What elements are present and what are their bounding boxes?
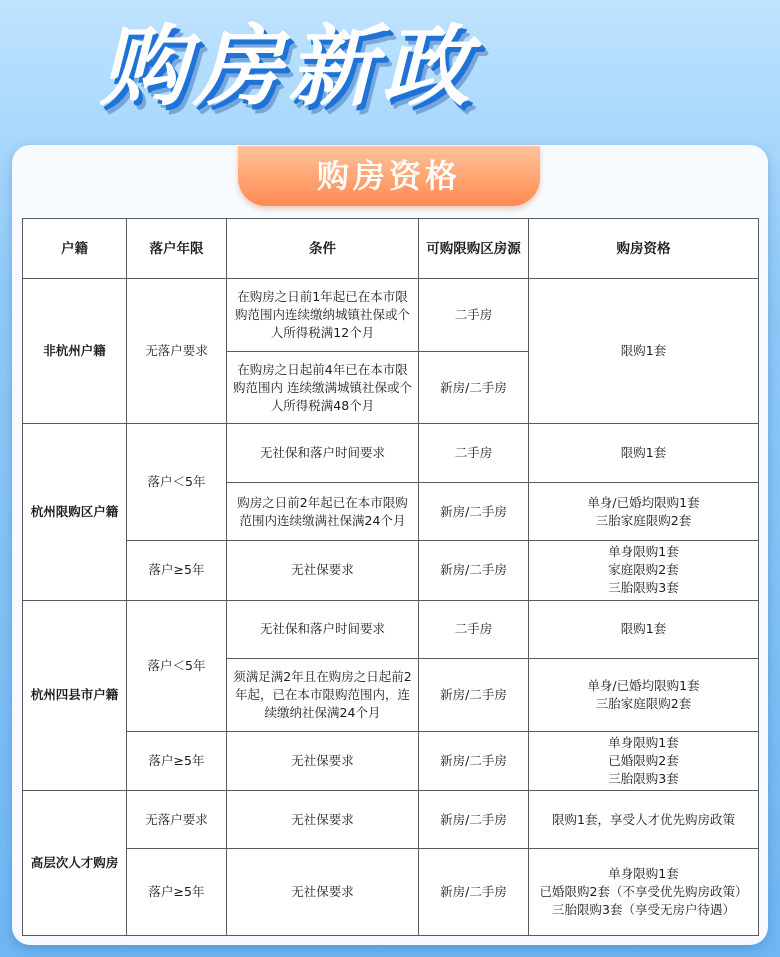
header-cell: 落户年限 [127, 219, 227, 279]
condition-cell: 无社保要求 [227, 541, 419, 600]
table-row [23, 790, 759, 848]
source-cell: 新房/二手房 [419, 790, 529, 848]
category-cell: 杭州四县市户籍 [23, 600, 127, 790]
condition-cell: 无社保要求 [227, 731, 419, 790]
years-cell: 无落户要求 [127, 790, 227, 848]
qualification-table [22, 218, 759, 936]
qualification-cell: 限购1套 [529, 424, 759, 482]
table-header-row [23, 219, 759, 279]
category-cell: 非杭州户籍 [23, 279, 127, 424]
condition-cell: 购房之日前2年起已在本市限购范围内连续缴满社保满24个月 [227, 482, 419, 540]
header-cell: 可购限购区房源 [419, 219, 529, 279]
header-cell: 条件 [227, 219, 419, 279]
qualification-cell: 限购1套 [529, 600, 759, 658]
qualification-line: 单身限购1套 [608, 544, 679, 560]
years-cell: 落户＜5年 [127, 600, 227, 731]
source-cell: 新房/二手房 [419, 849, 529, 936]
qualification-line: 三胎限购3套 [608, 580, 679, 596]
qualification-cell [529, 659, 759, 732]
qualification-cell [529, 731, 759, 790]
years-cell: 无落户要求 [127, 279, 227, 424]
table-row [23, 731, 759, 790]
qualification-cell: 限购1套 [529, 279, 759, 424]
years-cell: 落户≥5年 [127, 849, 227, 936]
table-row [23, 279, 759, 352]
source-cell: 二手房 [419, 279, 529, 352]
condition-cell: 无社保和落户时间要求 [227, 600, 419, 658]
table-row [23, 849, 759, 936]
source-cell: 二手房 [419, 600, 529, 658]
qualification-line: 家庭限购2套 [608, 562, 679, 578]
qualification-cell [529, 482, 759, 540]
source-cell: 新房/二手房 [419, 351, 529, 424]
source-cell: 新房/二手房 [419, 659, 529, 732]
condition-cell: 在购房之日起前4年已在本市限购范围内 连续缴满城镇社保或个人所得税满48个月 [227, 351, 419, 424]
qualification-line: 三胎家庭限购2套 [595, 512, 692, 528]
qualification-line: 已婚限购2套（不享受优先购房政策） [539, 884, 748, 900]
source-cell: 二手房 [419, 424, 529, 482]
source-cell: 新房/二手房 [419, 731, 529, 790]
condition-cell: 无社保要求 [227, 849, 419, 936]
table-row [23, 600, 759, 658]
header-cell: 户籍 [23, 219, 127, 279]
qualification-cell [529, 541, 759, 600]
condition-cell: 须满足满2年且在购房之日起前2年起，已在本市限购范围内，连续缴纳社保满24个月 [227, 659, 419, 732]
qualification-line: 三胎限购3套 [608, 770, 679, 786]
qualification-cell [529, 849, 759, 936]
qualification-line: 已婚限购2套 [608, 752, 679, 768]
table-row [23, 541, 759, 600]
qualification-line: 三胎限购3套（享受无房户待遇） [552, 902, 735, 918]
header-cell: 购房资格 [529, 219, 759, 279]
section-title: 购房资格 [238, 146, 540, 206]
source-cell: 新房/二手房 [419, 541, 529, 600]
qualification-line: 单身/已婚均限购1套 [587, 677, 700, 693]
years-cell: 落户＜5年 [127, 424, 227, 541]
qualification-line: 单身限购1套 [608, 734, 679, 750]
category-cell: 杭州限购区户籍 [23, 424, 127, 600]
condition-cell: 无社保要求 [227, 790, 419, 848]
qualification-line: 单身限购1套 [608, 866, 679, 882]
qualification-cell: 限购1套，享受人才优先购房政策 [529, 790, 759, 848]
condition-cell: 无社保和落户时间要求 [227, 424, 419, 482]
qualification-line: 单身/已婚均限购1套 [587, 494, 700, 510]
page-title: 购房新政 [100, 15, 477, 118]
table-row [23, 424, 759, 482]
condition-cell: 在购房之日前1年起已在本市限购范围内连续缴纳城镇社保或个人所得税满12个月 [227, 279, 419, 352]
category-cell: 高层次人才购房 [23, 790, 127, 935]
qualification-line: 三胎家庭限购2套 [595, 695, 692, 711]
years-cell: 落户≥5年 [127, 731, 227, 790]
source-cell: 新房/二手房 [419, 482, 529, 540]
years-cell: 落户≥5年 [127, 541, 227, 600]
